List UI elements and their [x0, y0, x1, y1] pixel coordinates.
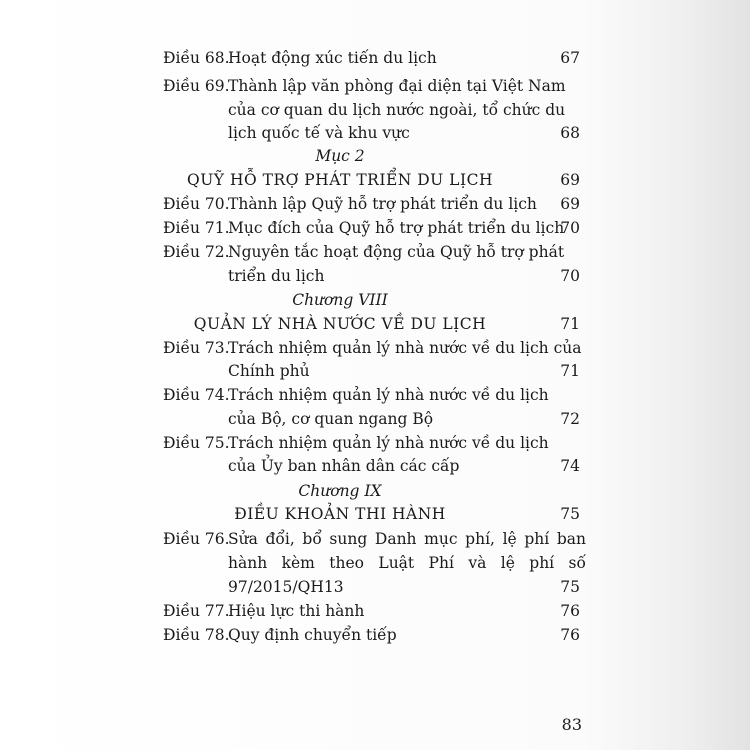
article-title-line: của Ủy ban nhân dân các cấp	[228, 457, 460, 475]
article-label: Điều 72.	[163, 243, 230, 261]
article-label: Điều 71.	[163, 219, 230, 237]
article-title: Trách nhiệm quản lý nhà nước về du lịch	[228, 386, 549, 404]
article-title: Sửa đổi, bổ sung Danh mục phí, lệ phí ban	[228, 530, 586, 548]
page-ref: 76	[560, 626, 580, 644]
article-title: Hiệu lực thi hành	[228, 602, 365, 620]
page-ref: 71	[560, 362, 580, 380]
article-label: Điều 75.	[163, 434, 230, 452]
chapter-label: Chương IX	[298, 482, 382, 500]
article-label: Điều 68.	[163, 49, 230, 67]
article-label: Điều 77.	[163, 602, 230, 620]
article-title: Hoạt động xúc tiến du lịch	[228, 49, 437, 67]
article-title-line: 97/2015/QH13	[228, 578, 344, 596]
page-ref: 70	[560, 267, 580, 285]
page-ref: 69	[560, 195, 580, 213]
article-title-line: Chính phủ	[228, 362, 310, 380]
page-ref: 74	[560, 457, 580, 475]
article-title: Nguyên tắc hoạt động của Quỹ hỗ trợ phát	[228, 243, 565, 261]
page-ref: 70	[560, 219, 580, 237]
chapter-label: Chương VIII	[292, 291, 388, 309]
article-title-line: của Bộ, cơ quan ngang Bộ	[228, 410, 434, 428]
page-ref: 71	[560, 315, 580, 333]
article-title-line: triển du lịch	[228, 267, 325, 285]
article-title: Mục đích của Quỹ hỗ trợ phát triển du lịch	[228, 219, 565, 237]
article-title-line: hành kèm theo Luật Phí và lệ phí số	[228, 554, 586, 572]
article-label: Điều 76.	[163, 530, 230, 548]
section-label: Mục 2	[315, 147, 365, 165]
article-title: Quy định chuyển tiếp	[228, 626, 397, 644]
page-ref: 72	[560, 410, 580, 428]
page-ref: 76	[560, 602, 580, 620]
article-label: Điều 78.	[163, 626, 230, 644]
chapter-title: ĐIỀU KHOẢN THI HÀNH	[234, 505, 446, 523]
page-ref: 75	[560, 578, 580, 596]
article-title: Thành lập văn phòng đại diện tại Việt Nam	[228, 77, 566, 95]
section-title: QUỸ HỖ TRỢ PHÁT TRIỂN DU LỊCH	[187, 171, 493, 189]
article-label: Điều 73.	[163, 339, 230, 357]
page-ref: 68	[560, 124, 580, 142]
article-label: Điều 70.	[163, 195, 230, 213]
article-title-line: lịch quốc tế và khu vực	[228, 124, 410, 142]
article-title: Thành lập Quỹ hỗ trợ phát triển du lịch	[228, 195, 537, 213]
chapter-title: QUẢN LÝ NHÀ NƯỚC VỀ DU LỊCH	[193, 315, 487, 333]
article-title-line: của cơ quan du lịch nước ngoài, tổ chức du	[228, 101, 566, 119]
page-number: 83	[561, 715, 582, 734]
article-title: Trách nhiệm quản lý nhà nước về du lịch	[228, 434, 549, 452]
page-ref: 75	[560, 505, 580, 523]
article-label: Điều 74.	[163, 386, 230, 404]
page-ref: 67	[560, 49, 580, 67]
article-title: Trách nhiệm quản lý nhà nước về du lịch của	[228, 339, 582, 357]
page-ref: 69	[560, 171, 580, 189]
article-label: Điều 69.	[163, 77, 230, 95]
